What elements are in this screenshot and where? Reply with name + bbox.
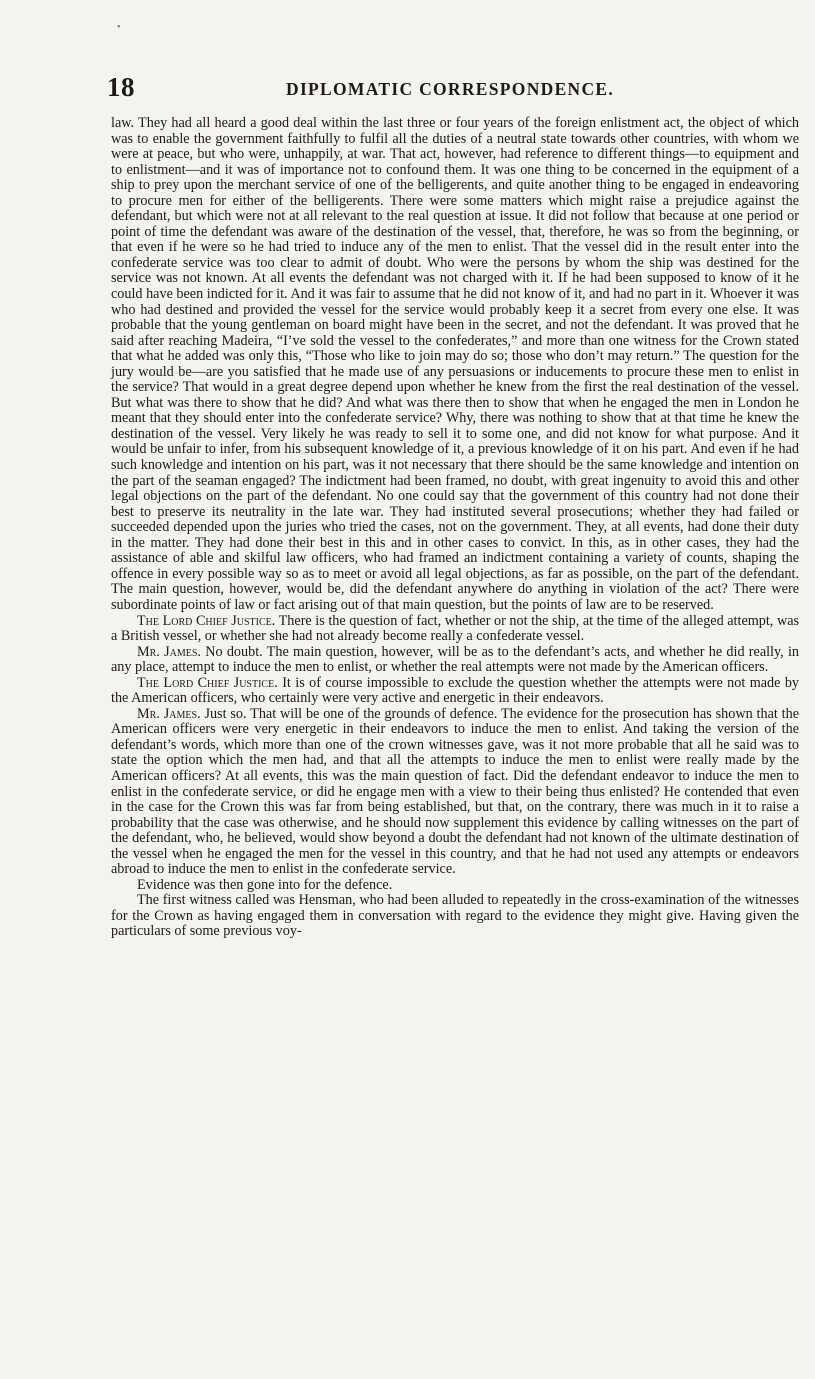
scan-speck: • [117, 22, 121, 33]
speaker-name: Mr. James. [137, 705, 201, 722]
paragraph-evidence: Evidence was then gone into for the defence. [137, 876, 393, 893]
speaker-name: The Lord Chief Justice. [137, 674, 278, 691]
page-number: 18 [107, 72, 135, 102]
speech-text: Just so. That will be one of the grounds of defence. The evidence for the prosecution has shown that the American officers were very energetic in their endeavors to induce the men to enlist. And taking the version of the defendant’s words, which more than one of the crown witnesses gave, was it not more probable that all he said was to state the option which the men had, and that all the attempts to induce the men to enlist were really made by the American officers? At all events, this was the main question of fact. Did the defendant endeavor to induce the men to enlist in the confederate service, or did he engage men with a view to their being thus enlisted? He contended that even in the case for the Crown this was far from being established, but that, on the contrary, there was much in it to raise a probability that the case was otherwise, and he should now supplement this evidence by calling witnesses on the part of the defendant, who, he believed, would show beyond a doubt the defendant had not known of the ultimate destination of the vessel when he engaged the men for the vessel in this country, and that he had not used any attempts or endeavors abroad to induce the men to enlist in the confederate service. [111, 705, 800, 878]
speech-text: There is the question of fact, whether or not the ship, at the time of the alleged attempt, was a British vessel, or whether she had not already become really a confederate vessel. [111, 612, 800, 645]
speech-text: It is of course impossible to exclude the question whether the attempts were not made by the American officers, who certainly were very active and energetic in their endeavors. [111, 674, 800, 707]
speaker-name: The Lord Chief Justice. [137, 612, 276, 629]
paragraph-lord-chief-justice-1 [111, 614, 799, 645]
paragraph-lord-chief-justice-2 [111, 676, 799, 707]
paragraph-first-witness: The first witness called was Hensman, who had been alluded to repeatedly in the cross-examination of the witnesses for the Crown as having engaged them in conversation with regard to the evidence they might give. Having given the particulars of some previous voy- [111, 892, 799, 940]
running-head: DIPLOMATIC CORRESPONDENCE. [286, 79, 615, 99]
page-header [107, 72, 800, 106]
body-text [111, 116, 799, 940]
speech-text: No doubt. The main question, however, will be as to the defendant’s acts, and whether he did really, in any place, attempt to induce the men to enlist, or whether the real attempts were not made by the American officers. [111, 643, 800, 676]
paragraph-argument: law. They had all heard a good deal within the last three or four years of the foreign enlistment act, the object of which was to enable the government faithfully to fulfil all the duties of a neutral state towards other countries, with whom we were at peace, but who were, unhappily, at war. That act, however, had reference to different things—to equipment and to enlistment—and it was of importance not to confound them. It was one thing to be concerned in the equipment of a ship to prey upon the merchant service of one of the belligerents, and quite another thing to be engaged in endeavoring to procure men for either of the belligerents. There were some matters which might raise a prejudice against the defendant, but which were not at all relevant to the real question at issue. It did not follow that because at one period or point of time the defendant was aware of the destination of the vessel, that, therefore, he was so from the beginning, or that even if he were so he had tried to induce any of the men to enlist. That the vessel did in the result enter into the confederate service was too clear to admit of doubt. Who were the persons by whom the ship was destined for the service was not known. At all events the defendant was not charged with it. If he had been supposed to know of it he could have been indicted for it. And it was fair to assume that he did not know of it, and had no part in it. Whoever it was who had destined and provided the vessel for the service would probably keep it a secret from every one else. It was probable that the young gentleman on board might have been in the secret, and not the defendant. It was proved that he said after reaching Madeira, “I’ve sold the vessel to the confederates,” and more than one witness for the Crown stated that what he added was only this, “Those who like to join may do so; those who don’t may return.” The question for the jury would be—are you satisfied that he made use of any persuasions or inducements to procure these men to enlist in the service? That would in a great degree depend upon whether he knew from the first the real destination of the vessel. But what was there to show that he did? And what was there then to show that when he engaged the men in London he meant that they should enter into the confederate service? Why, there was nothing to show that at that time he knew the destination of the vessel. Very likely he was ready to sell it to some one, and did not know for what purpose. And it would be unfair to infer, from his subsequent knowledge of it, a previous knowledge of it on his part. And even if he had such knowledge and intention on his part, was it not necessary that there should be the same knowledge and intention on the part of the seaman engaged? The indictment had been framed, no doubt, with great ingenuity to avoid this and other legal objections on the part of the defendant. No one could say that the government of this country had not done their best to preserve its neutrality in the late war. They had instituted several prosecutions; whether they had failed or succeeded depended upon the juries who tried the cases, not on the government. They, at all events, had done their duty in the matter. They had done their best in this and in other cases to convict. In this, as in other cases, they had the assistance of able and skilful law officers, who had framed an indictment containing a variety of counts, shaping the offence in every possible way so as to meet or avoid all legal objections, as far as possible, on the part of the defendant. The main question, however, would be, did the defendant anywhere do anything in violation of the act? There were subordinate points of law or fact arising out of that main question, but the points of law are to be reserved. [111, 115, 799, 613]
paragraph-mr-james-1 [111, 645, 799, 676]
speaker-name: Mr. James. [137, 643, 201, 660]
paragraph-mr-james-2 [111, 707, 799, 878]
